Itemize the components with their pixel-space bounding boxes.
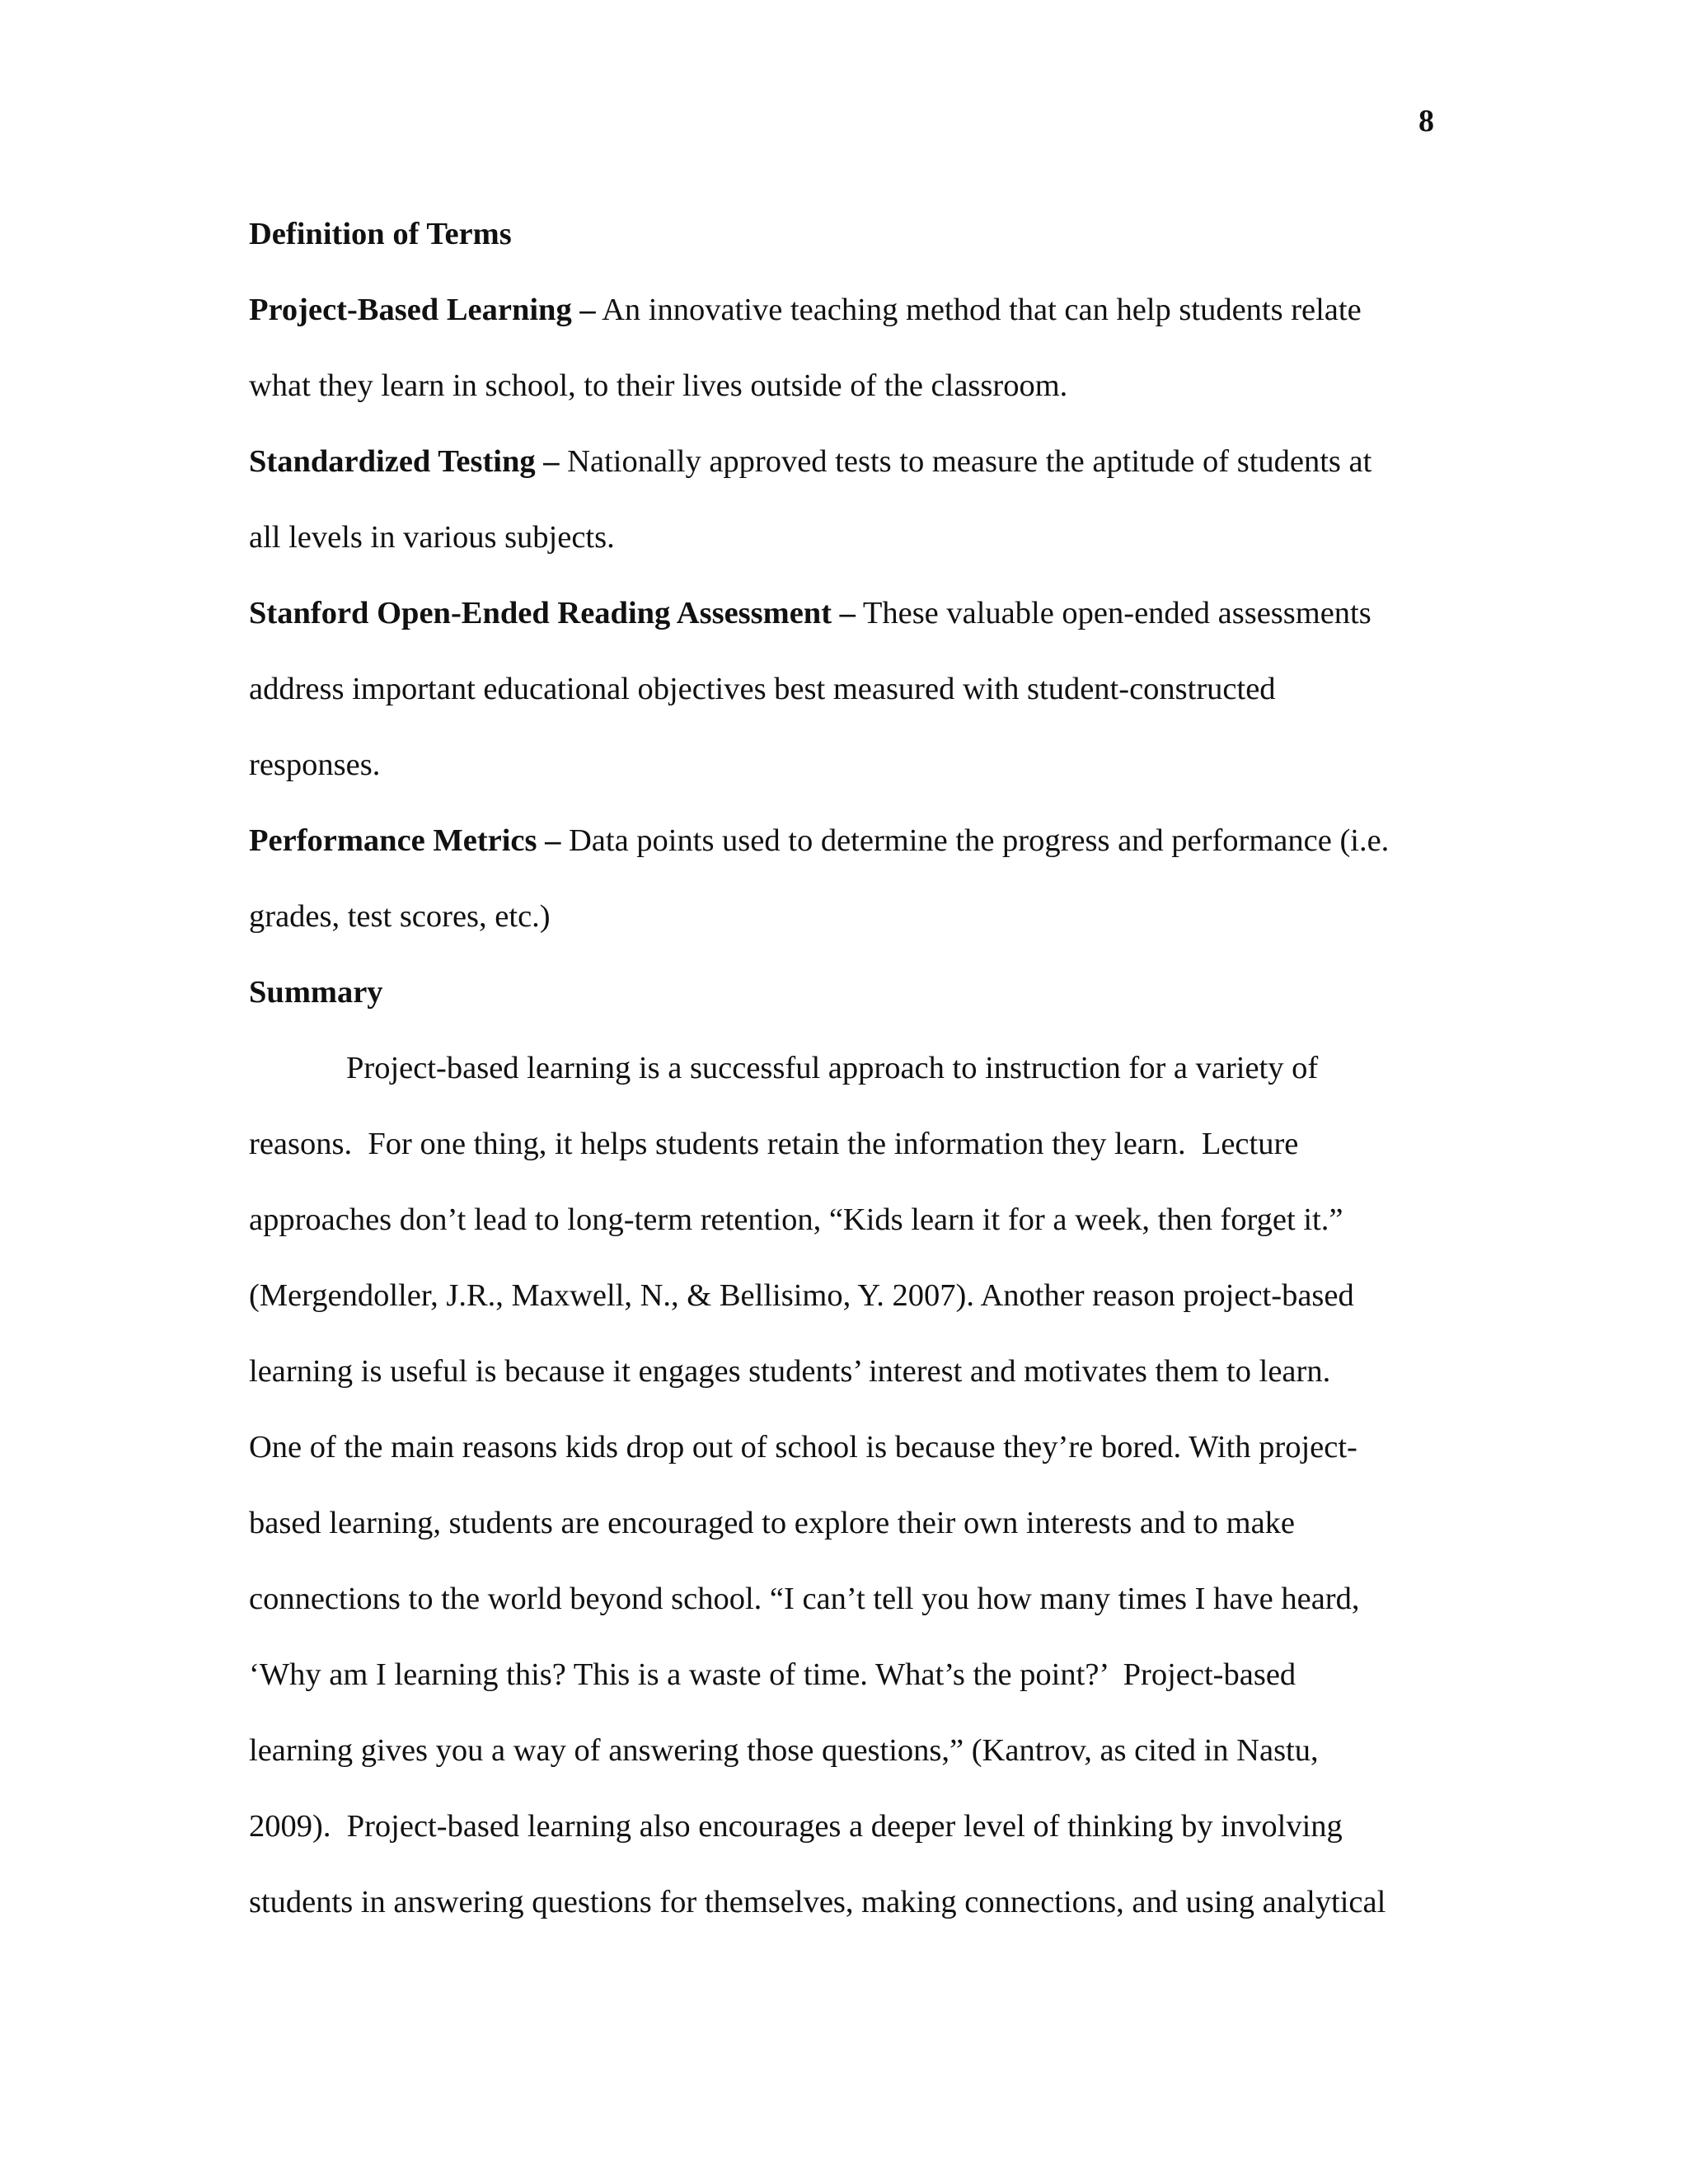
definition-line: grades, test scores, etc.) (249, 899, 551, 934)
summary-paragraph (249, 1030, 1442, 1940)
paragraph-line: students in answering questions for themselves, making connections, and using analytical (249, 1885, 1386, 1919)
definition-line (249, 803, 1442, 879)
definition-text: Nationally approved tests to measure the aptitude of students at (567, 444, 1372, 479)
definition-text: Data points used to determine the progress and performance (i.e. (569, 823, 1390, 858)
definition-term: Standardized Testing – (249, 444, 560, 479)
definitions-heading: Definition of Terms (249, 217, 512, 251)
definition-line (249, 424, 1442, 499)
paragraph-line: reasons. For one thing, it helps students retain the information they learn. Lecture (249, 1127, 1299, 1161)
definition-line: responses. (249, 748, 381, 782)
paragraph-line-text: Project-based learning is a successful approach to instruction for a variety of (346, 1051, 1319, 1085)
definition-line: all levels in various subjects. (249, 520, 615, 555)
paragraph-line: (Mergendoller, J.R., Maxwell, N., & Bellisimo, Y. 2007). Another reason project-based (249, 1278, 1354, 1313)
document-body (249, 196, 1442, 1940)
definition-term: Performance Metrics – (249, 823, 561, 858)
paragraph-line (249, 1030, 1442, 1106)
definition-project-based-learning (249, 272, 1442, 424)
definition-term: Stanford Open-Ended Reading Assessment – (249, 596, 856, 630)
definition-line: address important educational objectives best measured with student-constructed (249, 672, 1276, 706)
definition-line: what they learn in school, to their lives outside of the classroom. (249, 368, 1068, 403)
paragraph-line: based learning, students are encouraged to explore their own interests and to make (249, 1506, 1295, 1540)
paragraph-line: learning is useful is because it engages students’ interest and motivates them to learn. (249, 1354, 1331, 1389)
definition-line (249, 272, 1442, 348)
summary-heading: Summary (249, 975, 383, 1010)
definition-text: These valuable open-ended assessments (862, 596, 1372, 630)
definition-text: An innovative teaching method that can help students relate (602, 293, 1362, 327)
definition-standardized-testing (249, 424, 1442, 575)
paragraph-line: learning gives you a way of answering those questions,” (Kantrov, as cited in Nastu, (249, 1733, 1319, 1768)
paragraph-line: approaches don’t lead to long-term retention, “Kids learn it for a week, then forget it.” (249, 1202, 1343, 1237)
paragraph-line: ‘Why am I learning this? This is a waste of time. What’s the point?’ Project-based (249, 1657, 1296, 1692)
paragraph-line: 2009). Project-based learning also encourages a deeper level of thinking by involving (249, 1809, 1343, 1844)
definition-stanford-assessment (249, 575, 1442, 803)
definition-term: Project-Based Learning – (249, 293, 596, 327)
paragraph-line: One of the main reasons kids drop out of school is because they’re bored. With project- (249, 1430, 1357, 1465)
definition-line (249, 575, 1442, 651)
paragraph-line: connections to the world beyond school. “I can’t tell you how many times I have heard, (249, 1582, 1360, 1616)
definition-performance-metrics (249, 803, 1442, 954)
page-number: 8 (1418, 104, 1434, 138)
